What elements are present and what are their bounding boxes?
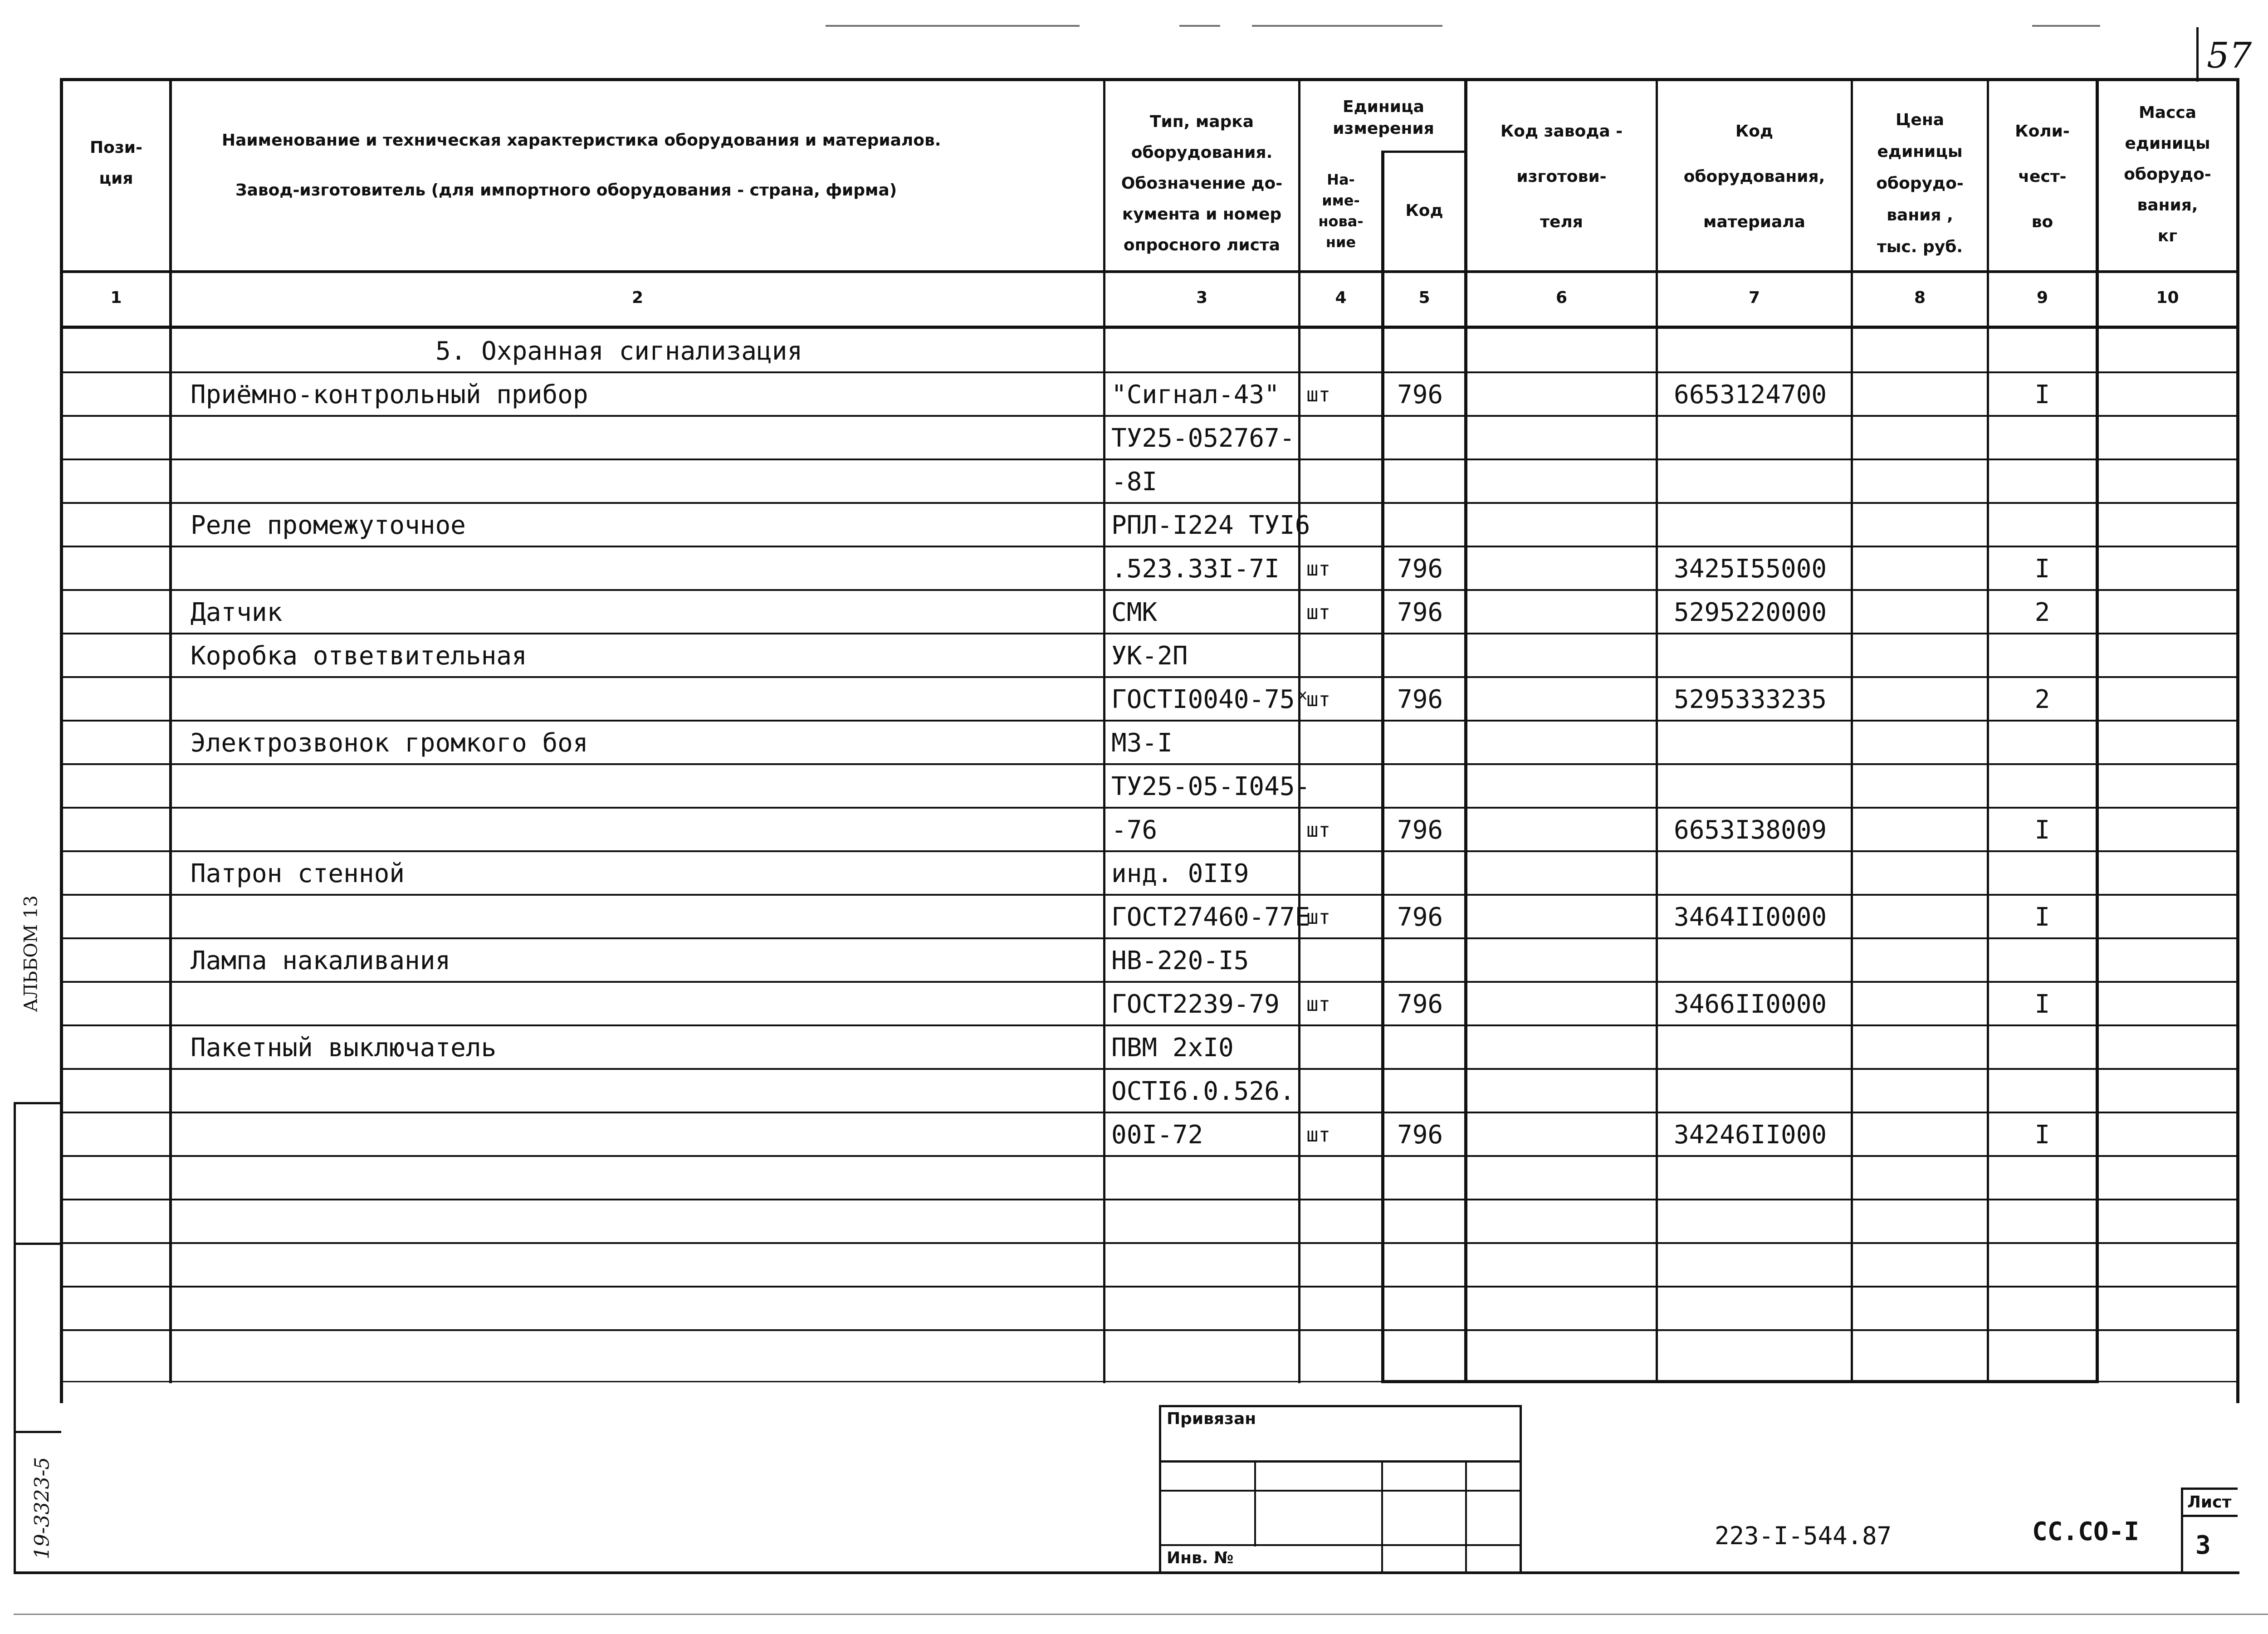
margin-strip-line bbox=[14, 1243, 61, 1245]
cell-name: Пакетный выключатель bbox=[191, 1033, 497, 1063]
row-line bbox=[60, 589, 2239, 591]
stamp-line bbox=[1159, 1405, 1522, 1407]
cell-type: ГОСТ27460-77Е bbox=[1111, 902, 1310, 932]
cell-equip: 3466II0000 bbox=[1674, 990, 1827, 1019]
header-position: Пози- ция bbox=[90, 138, 142, 188]
cell-name: Датчик bbox=[191, 598, 283, 627]
cell-name: Коробка ответвительная bbox=[191, 641, 527, 671]
stamp-line bbox=[1159, 1490, 1522, 1492]
cell-qty: I bbox=[2034, 380, 2050, 410]
cell-type: УК-2П bbox=[1111, 641, 1188, 671]
colnum-2: 2 bbox=[631, 288, 644, 307]
colnum-1: 1 bbox=[110, 288, 122, 307]
cell-qty: I bbox=[2034, 990, 2050, 1019]
stamp-vline bbox=[1520, 1405, 1522, 1573]
row-line bbox=[60, 1286, 2239, 1288]
cell-code: 796 bbox=[1397, 1120, 1443, 1150]
row-line bbox=[60, 894, 2239, 896]
frame-right bbox=[2236, 78, 2239, 1403]
cell-type: НВ-220-I5 bbox=[1111, 946, 1249, 976]
row-line bbox=[60, 1329, 2239, 1331]
cell-type: ОСТI6.0.526. bbox=[1111, 1077, 1295, 1106]
stamp-vline bbox=[1159, 1405, 1161, 1573]
col-line-9 bbox=[2096, 78, 2099, 1383]
sheet-label: Лист bbox=[2187, 1493, 2232, 1512]
top-dash bbox=[826, 25, 1080, 27]
page-bottom-line bbox=[14, 1614, 2268, 1615]
cell-name: Электрозвонок громкого боя bbox=[191, 728, 588, 758]
header-name-line1: Наименование и техническая характеристика оборудования и материалов. bbox=[222, 131, 941, 150]
row-line bbox=[60, 1155, 2239, 1157]
margin-strip-left bbox=[14, 1102, 16, 1574]
row-line bbox=[60, 720, 2239, 722]
header-name-line2: Завод-изготовитель (для импортного оборудования - страна, фирма) bbox=[235, 181, 897, 200]
colnum-4: 4 bbox=[1335, 288, 1347, 307]
cell-type: -76 bbox=[1111, 815, 1158, 845]
margin-strip-line bbox=[14, 1431, 61, 1433]
colnum-10: 10 bbox=[2156, 288, 2179, 307]
sheet-box-divider bbox=[2181, 1515, 2238, 1517]
side-code-label: 19-3323-5 bbox=[30, 1457, 54, 1560]
stamp-vline bbox=[1254, 1460, 1256, 1546]
col-line-5 bbox=[1464, 78, 1467, 1383]
colnum-8: 8 bbox=[1914, 288, 1926, 307]
cell-name: Патрон стенной bbox=[191, 859, 405, 888]
frame-bottom bbox=[14, 1571, 2239, 1574]
stamp-line bbox=[1159, 1544, 1522, 1546]
colnum-7: 7 bbox=[1748, 288, 1760, 307]
row-line bbox=[60, 981, 2239, 983]
cell-type: 00I-72 bbox=[1111, 1120, 1203, 1150]
cell-type: ГОСТ2239-79 bbox=[1111, 990, 1280, 1019]
colnum-6: 6 bbox=[1555, 288, 1568, 307]
side-album-label: АЛЬБОМ 13 bbox=[20, 895, 42, 1012]
row-line bbox=[60, 458, 2239, 460]
cell-type: ГОСТI0040-75ˣ bbox=[1111, 685, 1310, 714]
header-mass: Масса единицы оборудо- вания, кг bbox=[2124, 103, 2211, 245]
cell-equip: 5295333235 bbox=[1674, 685, 1827, 714]
cell-type: ТУ25-05-I045- bbox=[1111, 772, 1310, 801]
row-line bbox=[60, 1024, 2239, 1026]
cell-equip: 3425I55000 bbox=[1674, 554, 1827, 584]
cell-name: Лампа накаливания bbox=[191, 946, 451, 976]
cell-equip: 5295220000 bbox=[1674, 598, 1827, 627]
sheet-value: 3 bbox=[2195, 1531, 2211, 1560]
cell-unit: шт bbox=[1306, 819, 1330, 842]
cell-qty: I bbox=[2034, 902, 2050, 932]
sheet-number-border bbox=[2196, 27, 2199, 82]
colnum-5: 5 bbox=[1418, 288, 1430, 307]
cell-equip: 3464II0000 bbox=[1674, 902, 1827, 932]
cell-type: СМК bbox=[1111, 598, 1158, 627]
stamp-vline bbox=[1465, 1460, 1467, 1573]
cell-qty: I bbox=[2034, 815, 2050, 845]
cell-code: 796 bbox=[1397, 990, 1443, 1019]
row-line bbox=[60, 371, 2239, 373]
row-line bbox=[60, 676, 2239, 678]
colnum-3: 3 bbox=[1196, 288, 1208, 307]
header-quantity: Коли- чест- во bbox=[2015, 122, 2070, 231]
cell-unit: шт bbox=[1306, 906, 1330, 929]
top-dash bbox=[2032, 25, 2100, 27]
cell-unit: шт bbox=[1306, 557, 1330, 580]
cell-type: ПВМ 2хI0 bbox=[1111, 1033, 1234, 1063]
cell-code: 796 bbox=[1397, 902, 1443, 932]
top-dash bbox=[1179, 25, 1220, 27]
cell-unit: шт bbox=[1306, 601, 1330, 624]
colnum-9: 9 bbox=[2036, 288, 2048, 307]
sheet-box-left bbox=[2181, 1488, 2183, 1574]
frame-left bbox=[60, 78, 63, 1403]
column-numbers-bottom bbox=[60, 326, 2239, 329]
cell-unit: шт bbox=[1306, 383, 1330, 406]
margin-strip-line bbox=[14, 1102, 61, 1104]
frame-top bbox=[60, 78, 2239, 81]
cell-unit: шт bbox=[1306, 993, 1330, 1016]
cell-code: 796 bbox=[1397, 554, 1443, 584]
row-line bbox=[60, 1068, 2239, 1070]
header-unit-code: Код bbox=[1405, 201, 1443, 220]
cell-qty: I bbox=[2034, 1120, 2050, 1150]
top-dash bbox=[1252, 25, 1442, 27]
cell-type: .523.33I-7I bbox=[1111, 554, 1280, 584]
sheet-box-top bbox=[2181, 1488, 2238, 1490]
cell-type: "Сигнал-43" bbox=[1111, 380, 1280, 410]
cell-name: Приёмно-контрольный прибор bbox=[191, 380, 588, 410]
cell-equip: 6653I38009 bbox=[1674, 815, 1827, 845]
row-line bbox=[60, 763, 2239, 765]
header-unit-name: На- име- нова- ние bbox=[1318, 171, 1364, 251]
cell-type: инд. 0II9 bbox=[1111, 859, 1249, 888]
stamp-vline bbox=[1381, 1460, 1383, 1573]
document-mark: СС.СО-I bbox=[2032, 1517, 2140, 1546]
stamp-inventory-label: Инв. № bbox=[1167, 1549, 1234, 1567]
cell-code: 796 bbox=[1397, 815, 1443, 845]
cell-qty: 2 bbox=[2034, 685, 2050, 714]
cell-type: ТУ25-052767- bbox=[1111, 424, 1295, 453]
cell-type: МЗ-I bbox=[1111, 728, 1173, 758]
row-line bbox=[60, 1199, 2239, 1200]
header-price: Цена единицы оборудо- вания , тыс. руб. bbox=[1876, 111, 1964, 256]
cell-equip: 6653124700 bbox=[1674, 380, 1827, 410]
row-line bbox=[60, 807, 2239, 809]
cell-type: РПЛ-I224 ТУI6 bbox=[1111, 511, 1310, 540]
cell-qty: 2 bbox=[2034, 598, 2050, 627]
row-line bbox=[60, 546, 2239, 547]
row-line bbox=[60, 633, 2239, 634]
table-bottom bbox=[60, 1381, 2239, 1382]
row-line bbox=[60, 850, 2239, 852]
cell-equip: 34246II000 bbox=[1674, 1120, 1827, 1150]
header-equipment-code: Код оборудования, материала bbox=[1683, 122, 1825, 231]
cell-name: 5. Охранная сигнализация bbox=[435, 337, 803, 366]
cell-type: -8I bbox=[1111, 467, 1158, 497]
cell-code: 796 bbox=[1397, 380, 1443, 410]
cell-name: Реле промежуточное bbox=[191, 511, 466, 540]
cell-qty: I bbox=[2034, 554, 2050, 584]
cell-code: 796 bbox=[1397, 598, 1443, 627]
row-line bbox=[60, 415, 2239, 417]
stamp-line bbox=[1159, 1460, 1522, 1463]
header-plant-code: Код завода - изготови- теля bbox=[1500, 122, 1623, 231]
row-line bbox=[60, 937, 2239, 939]
row-line bbox=[60, 1242, 2239, 1244]
header-unit-group: Единица измерения bbox=[1333, 98, 1434, 138]
cell-unit: шт bbox=[1306, 688, 1330, 711]
sheet-number: 57 bbox=[2207, 35, 2252, 76]
cell-unit: шт bbox=[1306, 1123, 1330, 1146]
cell-code: 796 bbox=[1397, 685, 1443, 714]
document-code: 223-I-544.87 bbox=[1715, 1522, 1892, 1550]
header-type: Тип, марка оборудования. Обозначение до- кумента и номер опросного листа bbox=[1121, 112, 1283, 254]
stamp-tied-label: Привязан bbox=[1167, 1410, 1256, 1428]
row-line bbox=[60, 502, 2239, 504]
unit-group-divider bbox=[1381, 151, 1466, 153]
row-line bbox=[60, 1112, 2239, 1113]
